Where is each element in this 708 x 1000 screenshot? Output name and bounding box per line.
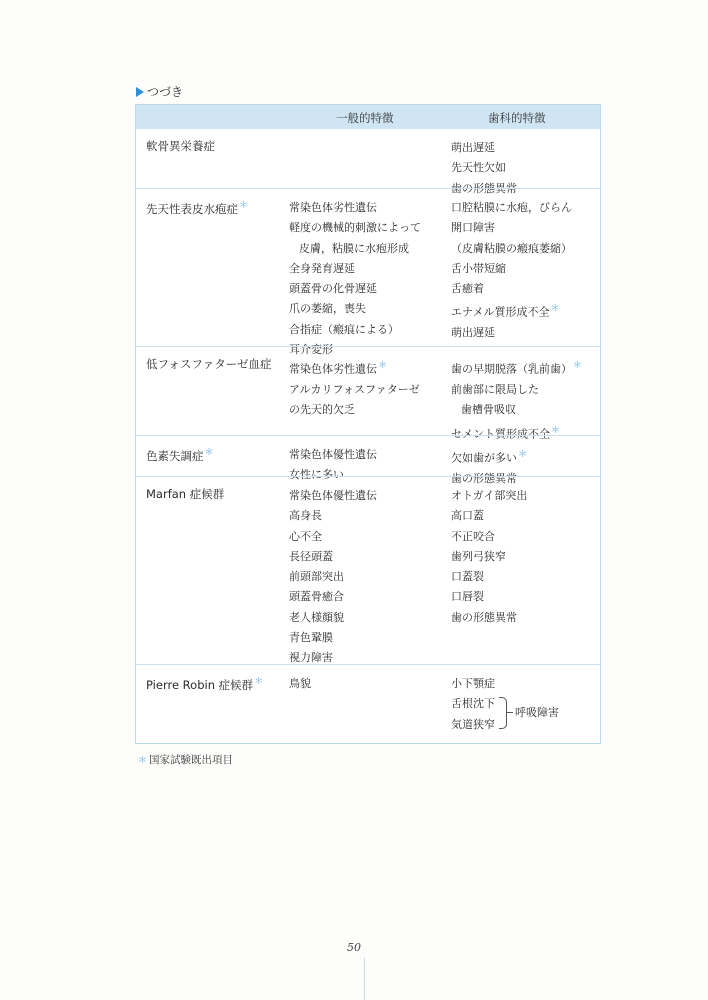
feature-text: 不正咬合 [451, 529, 495, 543]
dental-features [451, 198, 572, 344]
feature-text: 常染色体劣性遺伝 [289, 362, 377, 376]
general-feature-line [289, 486, 377, 506]
feature-text: 皮膚，粘膜に水疱形成 [299, 241, 409, 255]
syndrome-name [146, 445, 214, 464]
syndrome-name-text: 先天性表皮水疱症 [146, 201, 238, 216]
syndrome-name-text: Pierre Robin 症候群 [146, 677, 254, 692]
table-row [136, 188, 600, 357]
feature-text: 欠如歯が多い [451, 451, 517, 465]
bracket-label: 呼吸障害 [515, 706, 559, 719]
triangle-bullet-icon [136, 87, 144, 97]
dental-feature-line [451, 567, 527, 587]
exam-mark-icon: ＊ [550, 304, 560, 315]
general-feature-line [289, 356, 420, 380]
feature-text: 高口蓋 [451, 509, 484, 523]
general-feature-line [289, 299, 421, 319]
dental-feature-line [451, 527, 527, 547]
dental-feature-line [451, 694, 495, 714]
header-dental: 歯科的特徴 [488, 111, 546, 125]
dental-feature-line [451, 259, 572, 279]
table-row [136, 435, 600, 485]
dental-feature-line [451, 715, 495, 735]
general-feature-line [289, 320, 421, 340]
feature-text: 軽度の機械的刺激によって [289, 221, 421, 235]
general-features [289, 198, 421, 360]
feature-text: 頭蓋骨癒合 [289, 590, 344, 604]
general-feature-line [289, 628, 377, 648]
general-feature-line [289, 587, 377, 607]
feature-text: アルカリフォスファターゼ [289, 382, 420, 396]
feature-text: 歯の形態異常 [451, 181, 517, 195]
section-heading [136, 83, 183, 100]
general-feature-line [289, 239, 421, 259]
footnote-text: 国家試験既出項目 [149, 754, 234, 766]
general-feature-line [289, 218, 421, 238]
dental-feature-line [451, 218, 572, 238]
feature-text: 高身長 [289, 509, 322, 523]
syndrome-name [146, 674, 263, 693]
dental-feature-line [451, 486, 527, 506]
feature-text: 心不全 [289, 529, 322, 543]
general-feature-line [289, 674, 311, 694]
dental-feature-line [451, 198, 572, 218]
dental-feature-line [451, 279, 572, 299]
dental-feature-line [451, 299, 572, 323]
syndrome-name-text: 低フォスファターゼ血症 [146, 357, 272, 371]
feature-text: 視力障害 [289, 651, 333, 665]
general-feature-line [289, 608, 377, 628]
feature-text: 常染色体優性遺伝 [289, 448, 377, 461]
syndrome-name [146, 198, 248, 217]
dental-feature-line [451, 239, 572, 259]
feature-text: 常染色体劣性遺伝 [289, 201, 377, 214]
feature-text: 歯の形態異常 [451, 610, 517, 624]
brace-pointer-icon [506, 712, 513, 713]
dental-feature-line [451, 380, 582, 400]
general-feature-line [289, 445, 377, 465]
exam-mark-icon: ＊ [518, 450, 528, 460]
dental-features [451, 674, 559, 735]
feature-text: エナメル質形成不全 [451, 306, 550, 320]
feature-text: （皮膚粘膜の瘢痕萎縮） [451, 241, 572, 255]
feature-text: 舌癒着 [451, 282, 484, 296]
table-body [136, 129, 600, 744]
asterisk-icon: ＊ [138, 756, 148, 766]
page-divider-line [364, 958, 365, 1000]
feature-text: オトガイ部突出 [451, 489, 528, 502]
general-feature-line [289, 506, 377, 526]
feature-text: 歯の形態異常 [451, 471, 517, 485]
syndrome-name [146, 356, 271, 372]
feature-text: 歯槽骨吸収 [461, 403, 516, 417]
feature-text: 先天性欠如 [451, 161, 506, 175]
dental-feature-line [451, 400, 582, 420]
brace-icon [499, 697, 507, 729]
table-row [136, 346, 600, 441]
feature-text: 歯列弓狭窄 [451, 549, 506, 563]
feature-text: 爪の萎縮，喪失 [289, 302, 366, 316]
dental-feature-line [451, 674, 495, 694]
feature-text: の先天的欠乏 [289, 403, 355, 417]
feature-text: 口唇裂 [451, 590, 484, 604]
feature-text: 常染色体優性遺伝 [289, 489, 377, 502]
feature-text: 全身発育遅延 [289, 261, 355, 275]
exam-mark-icon: ＊ [204, 448, 214, 458]
general-features [289, 486, 377, 669]
feature-text: 気道狭窄 [451, 717, 495, 731]
syndrome-table [135, 104, 601, 744]
table-row [136, 129, 600, 195]
feature-text: 長径頭蓋 [289, 549, 333, 563]
syndrome-name-text: Marfan 症候群 [146, 487, 225, 501]
feature-text: 青色鞏膜 [289, 631, 333, 645]
dental-feature-line [451, 323, 572, 343]
general-features [289, 674, 311, 694]
feature-text: 合指症（瘢痕による） [289, 322, 399, 336]
feature-text: 老人様顔貌 [289, 610, 344, 624]
syndrome-name [146, 138, 215, 154]
dental-feature-line [451, 608, 527, 628]
table-header [136, 105, 600, 129]
exam-mark-icon: ＊ [551, 425, 561, 436]
header-general: 一般的特徴 [336, 111, 394, 125]
feature-text: セメント質形成不全 [451, 427, 550, 441]
feature-text: 口蓋裂 [451, 570, 484, 584]
dental-feature-line [451, 506, 527, 526]
syndrome-name-text: 軟骨異栄養症 [146, 139, 215, 153]
dental-features [451, 356, 582, 445]
exam-mark-icon: ＊ [378, 361, 388, 371]
feature-text: 萌出遅延 [451, 141, 495, 154]
general-feature-line [289, 279, 421, 299]
feature-text: 女性に多い [289, 468, 344, 482]
general-feature-line [289, 380, 420, 400]
footnote [138, 752, 233, 767]
feature-text: 舌小帯短縮 [451, 261, 506, 275]
dental-feature-line [451, 547, 527, 567]
dental-feature-line [451, 356, 582, 380]
exam-mark-icon: ＊ [573, 361, 583, 371]
feature-text: 耳介変形 [289, 343, 333, 357]
feature-text: 萌出遅延 [451, 326, 495, 340]
feature-text: 頭蓋骨の化骨遅延 [289, 282, 377, 296]
general-features [289, 356, 420, 421]
dental-feature-line [451, 445, 527, 469]
table-row [136, 476, 600, 664]
dental-feature-line [451, 587, 527, 607]
feature-text: 歯の早期脱落（乳前歯） [451, 362, 572, 376]
feature-text: 前頭部突出 [289, 570, 344, 584]
page-number: 50 [347, 941, 361, 954]
general-feature-line [289, 259, 421, 279]
dental-features [451, 486, 527, 628]
general-feature-line [289, 400, 420, 420]
general-feature-line [289, 547, 377, 567]
general-feature-line [289, 527, 377, 547]
feature-text: 前歯部に限局した [451, 382, 539, 396]
dental-feature-line [451, 158, 517, 178]
feature-text: 開口障害 [451, 221, 495, 235]
section-title: つづき [147, 85, 184, 99]
feature-text: 小下顎症 [451, 677, 495, 690]
feature-text: 口腔粘膜に水疱，びらん [451, 201, 572, 214]
dental-feature-line [451, 138, 517, 158]
exam-mark-icon: ＊ [254, 677, 264, 687]
feature-text: 鳥貌 [289, 677, 311, 690]
exam-mark-icon: ＊ [239, 201, 249, 211]
syndrome-name [146, 486, 224, 502]
table-row [136, 664, 600, 744]
feature-text: 舌根沈下 [451, 697, 495, 711]
general-feature-line [289, 198, 421, 218]
syndrome-name-text: 色素失調症 [146, 448, 204, 463]
general-feature-line [289, 567, 377, 587]
